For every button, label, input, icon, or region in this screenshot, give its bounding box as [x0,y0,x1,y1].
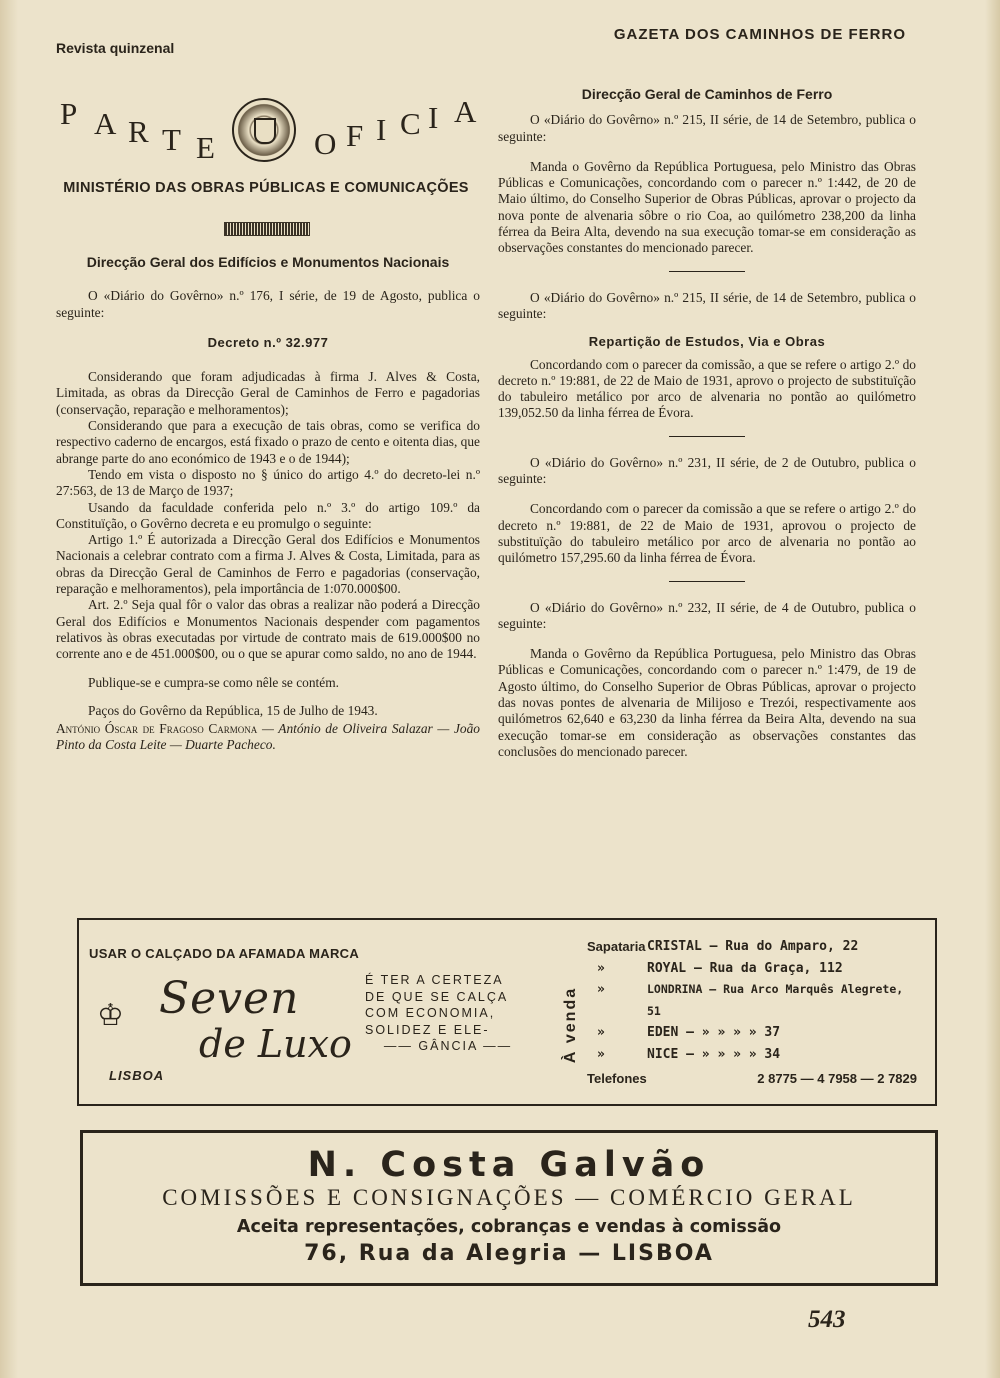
intro-text: O «Diário do Govêrno» n.º 231, II série, de 2 de Outubro, publica o seguinte: [498,454,916,487]
header-right: GAZETA DOS CAMINHOS DE FERRO [613,26,906,43]
shop-text: LONDRINA — Rua Arco Marquês Alegrete, 51 [647,982,904,1018]
masthead-letter: I [428,100,441,135]
paragraph: Tendo em vista o disposto no § único do artigo 4.º do decreto-lei n.º 27:563, de 13 de Março de 1937; [56,466,480,499]
intro-text: O «Diário do Govêrno» n.º 215, II série, de 14 de Setembro, publica o seguinte: [498,112,916,144]
section-heading: Direcção Geral dos Edifícios e Monumentos Nacionais [86,254,450,270]
paragraph: Usando da faculdade conferida pelo n.º 3.º do artigo 109.º da Constituïção, o Govêrno decreta e eu promulgo o seguinte: [56,499,480,531]
shop-lead: » [597,1025,605,1041]
paragraph: Artigo 1.º É autorizada a Direcção Geral dos Edifícios e Monumentos Nacionais a celebrar contrato com a firma J. Alves & Costa, Limitada, para as obras da Direcção Geral de Caminhos de Ferro e pagadorias (conservação, reparação e melhoramentos), pela importância de 1:070.000$00. [56,532,480,597]
shop-text: CRISTAL — Rua do Amparo, 22 [647,939,859,954]
shop-row [587,1044,917,1066]
ad-slogan [365,972,531,1055]
ad-a-venda: À venda [562,986,580,1064]
intro-text: O «Diário do Govêrno» n.º 215, II série, de 14 de Setembro, publica o seguinte: [498,289,916,321]
sub-heading: Repartição de Estudos, Via e Obras [588,334,826,350]
signatory-ministers: — António de Oliveira Salazar — João Pinto da Costa Leite — Duarte Pacheco. [56,721,480,753]
ad-company-name: N. Costa Galvão [307,1145,711,1185]
signatories [56,721,480,754]
masthead-letter: A [94,106,119,141]
ad-city: LISBOA [109,1068,165,1083]
slogan-line: DE QUE SE CALÇA [365,989,509,1004]
masthead-letter: O [314,126,339,161]
shop-row [587,958,917,980]
ad-shop-list [587,936,917,1089]
paragraph: Art. 2.º Seja qual fôr o valor das obras a realizar não poderá a Direcção Geral dos Edifícios e Monumentos Nacionais despender com pagamentos relativos às obras executadas por virtude de contrato mais de 619.000$00 no corrente ano e de 451.000$00, ou o que se apurar como saldo, no ano de 1944. [56,597,480,662]
body-text: Manda o Govêrno da República Portuguesa, pelo Ministro das Obras Públicas e Comunicações, concordando com o parecer n.º 1:479, de 19 de Agosto último, do Conselho Superior de Obras Públicas, aprovar o projecto das novas pontes de alvenaria de Milijoso e Trezói, respectivamente aos quilómetros 62,640 e 63,230 da linha férrea da Beira Alta, devendo na sua execução tomar-se em consideração as observações constantes das conclusões do mencionado parecer. [498,646,916,759]
body-text: Concordando com o parecer da comissão a que se refere o artigo 2.º do decreto n.º 19:881, de 22 de Maio de 1931, aprovou o projecto de substituïção do tabuleiro metálico por arco de alvenaria no pontão ao quilómetro 157,295.60 da linha férrea de Évora. [498,501,916,566]
shop-lead: » [597,982,605,998]
slogan-line: É TER A CERTEZA [365,973,504,987]
header-left: Revista quinzenal [56,40,175,56]
publish-text: Publique-se e cumpra-se como nêle se contém. [88,674,339,690]
intro-text: O «Diário do Govêrno» n.º 232, II série, de 4 de Outubro, publica o seguinte: [498,599,916,631]
slogan-line: COM ECONOMIA, [365,1006,496,1021]
paragraph: Considerando que foram adjudicadas à firma J. Alves & Costa, Limitada, as obras da Direcção Geral de Caminhos de Ferro e pagadorias (conservação, reparação e melhoramentos); [56,369,480,417]
masthead-letter: E [196,130,217,165]
signed-text: Paços do Govêrno da República, 15 de Julho de 1943. [88,702,378,718]
tel-label: Telefones [587,1070,647,1086]
paragraph: Considerando que para a execução de tais obras, como se verifica do respectivo caderno de encargos, está fixado o prazo de cento e oitenta dias, que abrange parte do ano económico de 1943 e o de 1944); [56,418,480,466]
left-column [56,254,480,754]
ad-telephones [587,1068,917,1090]
shop-text: NICE — » » » » 34 [647,1046,781,1062]
slogan-line: —— GÂNCIA —— [383,1039,513,1054]
slogan-line: SOLIDEZ E ELE- [365,1022,490,1037]
shop-text: EDEN — » » » » 37 [647,1025,781,1041]
ad-usar-text: USAR O CALÇADO DA AFAMADA MARCA [89,946,360,961]
ad-address: 76, Rua da Alegria — LISBOA [304,1241,714,1266]
ad-brand-de-luxo: de Luxo [199,1022,352,1066]
decree-title: Decreto n.º 32.977 [207,334,329,350]
ornament-divider [224,222,310,236]
tel-numbers: 2 8775 — 4 7958 — 2 7829 [757,1070,917,1086]
ad-costa-galvao [80,1130,938,1286]
ministry-heading: MINISTÉRIO DAS OBRAS PÚBLICAS E COMUNICAÇÕES [63,180,469,196]
right-column [498,86,916,760]
divider-rule [669,581,745,582]
section-heading: Direcção Geral de Caminhos de Ferro [581,86,833,102]
masthead-letter: F [346,118,366,153]
crown-icon: ♔ [97,999,124,1032]
masthead-letter: P [60,96,80,131]
masthead-letter: C [400,106,423,141]
ad-seven-de-luxo [77,918,937,1106]
divider-rule [669,436,745,437]
ad-brand-seven: Seven [159,973,300,1024]
masthead-letter: R [128,114,151,149]
page-number: 543 [808,1306,846,1333]
ad-representations: Aceita representações, cobranças e vendas à comissão [236,1217,782,1237]
shop-row [587,1022,917,1044]
coat-of-arms-seal-icon [232,98,296,162]
intro-text: O «Diário do Govêrno» n.º 176, I série, de 19 de Agosto, publica o seguinte: [56,288,480,320]
shop-lead: Sapataria [587,939,646,954]
shop-row [587,936,917,958]
shop-text: ROYAL — Rua da Graça, 112 [647,960,843,976]
shop-lead: » [597,960,605,976]
masthead-letter: T [162,122,183,157]
shop-row [587,979,917,1022]
masthead-parte-oficial [56,92,479,172]
masthead-letter: I [376,112,389,147]
divider-rule [669,271,745,272]
body-text: Concordando com o parecer da comissão, a que se refere o artigo 2.º do decreto n.º 19:881, de 22 de Maio de 1931, aprovo o projecto de substituïção do tabuleiro metálico por arco de alvenaria no pontão ao quilómetro 139,052.50 da linha férrea de Évora. [498,356,916,421]
ad-services: COMISSÕES E CONSIGNAÇÕES — COMÉRCIO GERAL [162,1185,856,1210]
masthead-letter: A [454,94,479,129]
signatory-president: António Óscar de Fragoso Carmona [56,721,258,737]
body-text: Manda o Govêrno da República Portuguesa, pelo Ministro das Obras Públicas e Comunicações, concordando com o parecer n.º 1:442, de 20 de Maio último, do Conselho Superior de Obras Públicas, aprovar o projecto da nova ponte de alvenaria sôbre o rio Coa, ao quilómetro 238,200 da linha férrea da Beira Alta, devendo na sua execução tomar-se em consideração as observações constantes do mencionado parecer. [498,158,916,256]
shop-lead: » [597,1046,605,1062]
